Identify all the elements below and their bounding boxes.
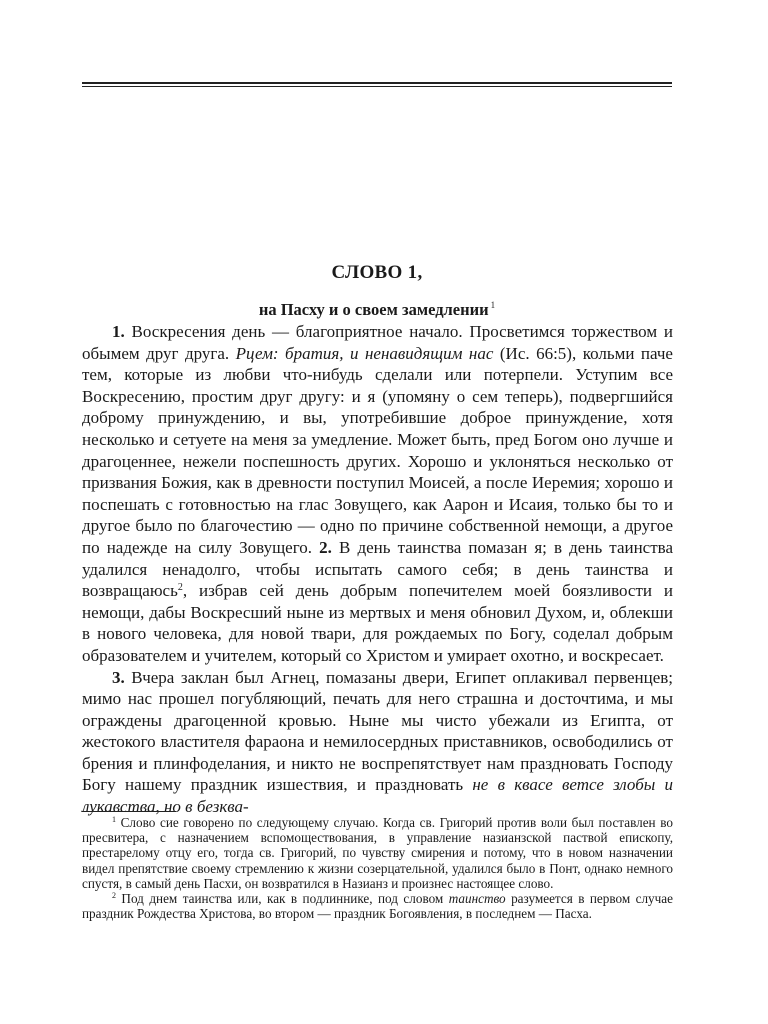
footnote-text: Под днем таинства или, как в подлиннике, под словом (116, 891, 449, 907)
section-number-2: 2. (319, 537, 332, 557)
footnote-1 (82, 815, 673, 891)
sermon-subtitle (82, 294, 672, 321)
header-rule-thick (82, 82, 672, 84)
footnote-text: Слово сие говорено по следующему случаю. Когда св. Григорий против воли был поставлен во пресвитера, с назначением вспомоществования, в управление назианзской паствой епископу, престарелому отцу его, тогда св. Григорий, по чувству смирения и потому, что в новом назначении видел препятствие своему стремлению к жизни созерцательной, удалился было в Понт, однако немного спустя, в самый день Пасхи, он возвратился в Назианз и произнес настоящее слово. (82, 815, 673, 891)
text-run: Воскресения день — благоприятное начало. Просветимся торжеством и обымем друг друга. (82, 322, 673, 363)
main-text (82, 321, 673, 818)
paragraph-3 (82, 667, 673, 818)
heading-block (82, 262, 672, 321)
paragraph-1 (82, 321, 673, 667)
header-rule-thin (82, 86, 672, 87)
footnote-2 (82, 891, 673, 921)
footnotes (82, 815, 673, 921)
footnote-ref-2: 2 (177, 582, 183, 594)
footnote-italic-term: таинство (448, 891, 506, 907)
section-number-3: 3. (112, 667, 125, 687)
footnote-ref-1: 1 (490, 300, 496, 310)
subtitle-text: на Пасху и о своем замедлении (258, 300, 489, 319)
text-run: Вчера заклан был Агнец, помазаны двери, Египет оплакивал первенцев; мимо нас прошел погубляющий, печать для него страшна и досточтима, и мы ограждены драгоценной кровью. Ныне мы чисто убежали из Египта, от жестокого властителя фараона и немилосердных приставников, освободились от брения и плинфоделания, и никто не воспрепятствует нам праздновать Господу Богу нашему праздник изшествия, и праздновать (82, 667, 673, 795)
footnote-marker-2: 2 (112, 891, 116, 901)
sermon-title: СЛОВО 1, (331, 262, 423, 283)
section-number-1: 1. (112, 322, 125, 341)
text-run: (Ис. 66:5), кольми паче тем, которые из любви что-нибудь сделали или потерпели. Уступим все Воскресению, простим друг другу: и я (упомяну о сем теперь), подвергшийся доброму принуждению, и вы, употребившие доброе принуждение, хотя несколько и сетуете на меня за умедление. Может быть, пред Богом оно лучше и драгоценнее, нежели поспешность других. Хорошо и уклоняться несколько от призвания Божия, как в древности поступил Моисей, а после Иеремия; хорошо и поспешать с готовностью на глас Зовущего, как Аарон и Исаия, только бы то и другое было по благочестию — одно по причине собственной немощи, а другое по надежде на силу Зовущего. (82, 343, 673, 557)
footnote-text: разумеется в первом случае праздник Рождества Христова, во втором — праздник Богоявления, в последнем — Пасха. (82, 891, 673, 922)
scripture-quote: Рцем: братия, и ненавидящим нас (235, 343, 494, 363)
text-run: В день таинства помазан я; в день таинства удалился ненадолго, чтобы испытать самого себя; в день таинства и возвращаюсь (82, 537, 674, 601)
scripture-quote: не в квасе ветсе злобы и лукавства, но в безква- (82, 775, 674, 817)
text-run: , избрав сей день добрым попечителем моей боязливости и немощи, дабы Воскресший ныне из мертвых и меня обновил Духом, и, облекши в нового человека, для новой твари, для рождаемых по Богу, соделал добрым образователем и учителем, который со Христом и умирает охотно, и воскресает. (82, 581, 673, 665)
footnote-separator (82, 811, 176, 812)
footnote-marker-1: 1 (112, 815, 116, 824)
